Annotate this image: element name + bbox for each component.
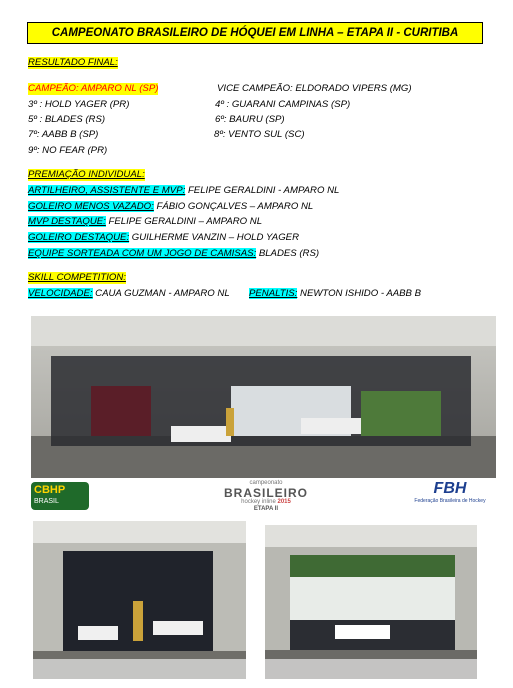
team-photo-right <box>265 525 477 679</box>
brasileiro-logo-etapa: ETAPA II <box>253 506 279 512</box>
cbhp-logo <box>31 482 89 510</box>
sixth-place: 6º: BAURU (SP) <box>215 114 285 125</box>
award-label: ARTILHEIRO, ASSISTENTE E MVP: <box>28 185 186 196</box>
team-photo-main-image <box>31 316 496 478</box>
award-label: GOLEIRO DESTAQUE: <box>28 232 130 243</box>
brasileiro-logo <box>211 480 321 512</box>
ninth-place: 9º: NO FEAR (PR) <box>28 145 108 156</box>
award-label: MVP DESTAQUE: <box>28 216 106 227</box>
team-photo-main <box>31 316 496 478</box>
award-value: FELIPE GERALDINI – AMPARO NL <box>105 216 263 227</box>
premiacao-heading: PREMIAÇÃO INDIVIDUAL: <box>28 169 145 180</box>
award-label: GOLEIRO MENOS VAZADO: <box>28 201 154 212</box>
award-row <box>28 248 319 260</box>
seventh-place: 7º: AABB B (SP) <box>28 129 99 140</box>
logo-strip <box>31 480 496 512</box>
award-row <box>28 201 313 213</box>
fourth-place: 4º : GUARANI CAMPINAS (SP) <box>215 99 351 110</box>
resultado-heading: RESULTADO FINAL: <box>28 57 118 68</box>
cbhp-logo-sub: BRASIL <box>34 498 59 505</box>
campeao-line: CAMPEÃO: AMPARO NL (SP) <box>28 83 159 94</box>
award-value: BLADES (RS) <box>256 248 320 259</box>
award-label: EQUIPE SORTEADA COM UM JOGO DE CAMISAS: <box>28 248 257 259</box>
eighth-place: 8º: VENTO SUL (SC) <box>214 129 305 140</box>
skill-row <box>28 288 230 300</box>
award-row <box>28 232 299 244</box>
skill-heading: SKILL COMPETITION: <box>28 272 126 283</box>
vice-campeao-line: VICE CAMPEÃO: ELDORADO VIPERS (MG) <box>217 83 412 94</box>
skill-row <box>249 288 421 300</box>
award-row <box>28 216 262 228</box>
award-value: FELIPE GERALDINI - AMPARO NL <box>185 185 340 196</box>
penaltis-label: PENALTIS: <box>249 288 298 299</box>
third-place: 3º : HOLD YAGER (PR) <box>28 99 130 110</box>
award-value: FÁBIO GONÇALVES – AMPARO NL <box>153 201 314 212</box>
brasileiro-logo-year: 2015 <box>277 499 291 505</box>
fbh-logo-sub: Federação Brasileira de Hockey <box>414 498 486 504</box>
fifth-place: 5º : BLADES (RS) <box>28 114 106 125</box>
award-row <box>28 185 339 197</box>
brasileiro-logo-sub: hockey inline <box>241 499 276 505</box>
velocidade-value: CAUA GUZMAN - AMPARO NL <box>92 288 230 299</box>
velocidade-label: VELOCIDADE: <box>28 288 93 299</box>
team-photo-left-image <box>33 521 246 679</box>
fbh-logo <box>406 480 494 512</box>
page-title: CAMPEONATO BRASILEIRO DE HÓQUEI EM LINHA – ETAPA II - CURITIBA <box>27 22 483 44</box>
penaltis-value: NEWTON ISHIDO - AABB B <box>297 288 422 299</box>
brasileiro-logo-top: campeonato <box>249 480 283 486</box>
cbhp-logo-text: CBHP <box>34 484 66 496</box>
fbh-logo-text: FBH <box>433 480 467 497</box>
team-photo-left <box>33 521 246 679</box>
award-value: GUILHERME VANZIN – HOLD YAGER <box>129 232 299 243</box>
brasileiro-logo-main: BRASILEIRO <box>223 486 308 500</box>
team-photo-right-image <box>265 525 477 679</box>
